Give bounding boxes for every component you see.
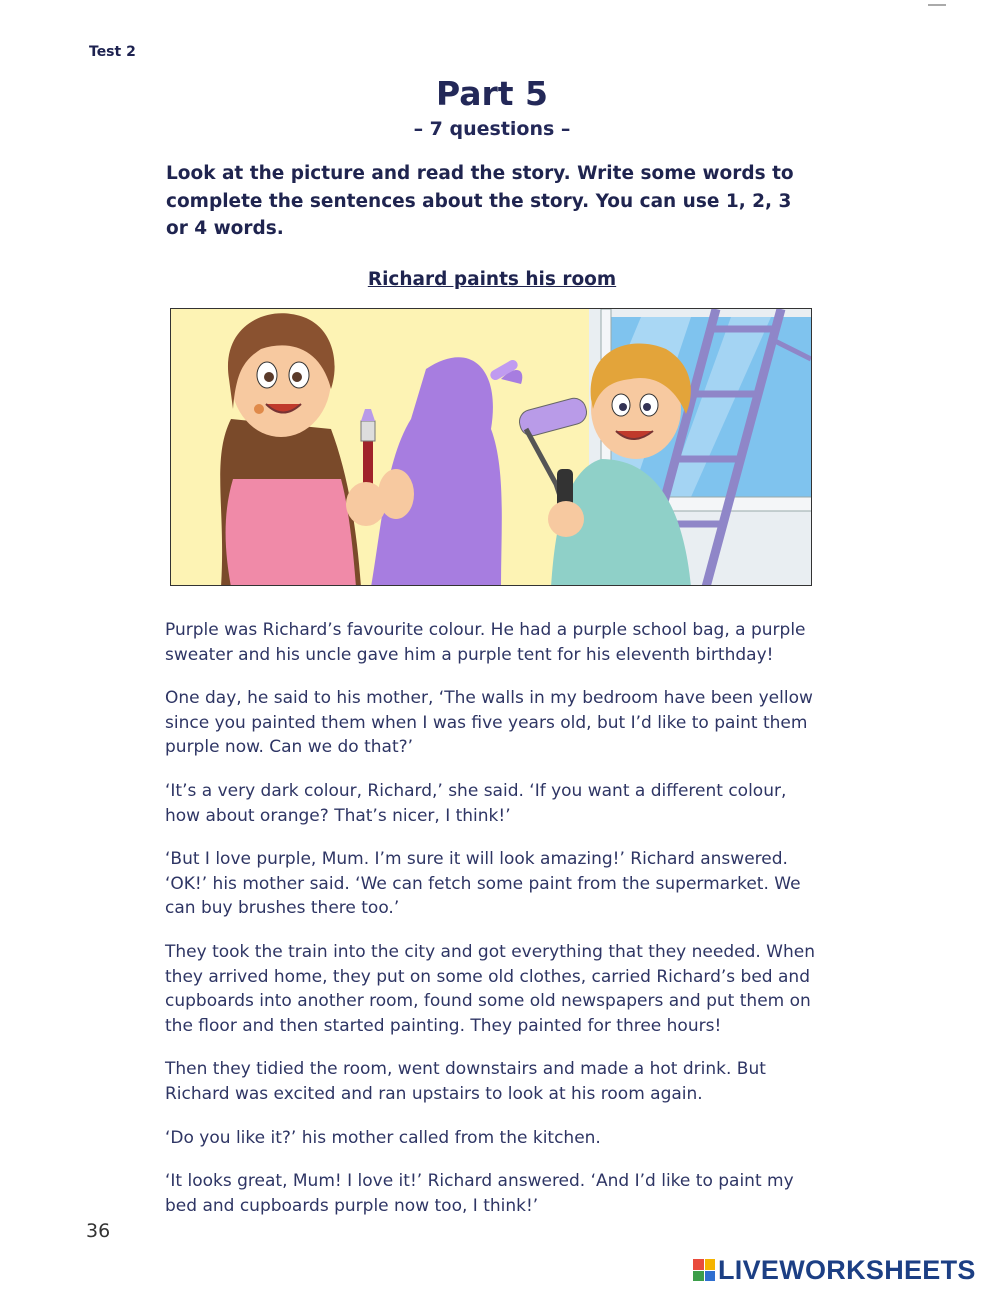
story-illustration bbox=[170, 308, 812, 586]
story-text bbox=[165, 618, 825, 1237]
logo-text: LIVEWORKSHEETS bbox=[718, 1254, 976, 1285]
story-paragraph-7: ‘Do you like it?’ his mother called from the kitchen. bbox=[165, 1127, 601, 1148]
instruction-text: Look at the picture and read the story. Write some words to complete the sentences about the story. You can use 1, 2, 3 or 4 words. bbox=[166, 163, 794, 239]
story-paragraph-8: ‘It looks great, Mum! I love it!’ Richard answered. ‘And I’d like to paint my bed and cupboards purple now too, I think!’ bbox=[165, 1171, 794, 1216]
story-paragraph-5: They took the train into the city and got everything that they needed. When they arrived home, they put on some old clothes, carried Richard’s bed and cupboards into another room, found some old newspapers and put them on the floor and then started painting. They painted for three hours! bbox=[165, 941, 816, 1036]
logo-badge-icon bbox=[693, 1259, 715, 1281]
part-subtitle: – 7 questions – bbox=[413, 118, 571, 140]
part-title: Part 5 bbox=[435, 74, 549, 113]
scan-mark bbox=[928, 4, 946, 6]
story-paragraph-3: ‘It’s a very dark colour, Richard,’ she said. ‘If you want a different colour, how about orange? That’s nicer, I think!’ bbox=[165, 780, 787, 826]
illustration-svg bbox=[171, 309, 812, 586]
story-paragraph-1: Purple was Richard’s favourite colour. He had a purple school bag, a purple sweater and his uncle gave him a purple tent for his eleventh birthday! bbox=[165, 620, 806, 665]
story-title: Richard paints his room bbox=[367, 269, 617, 290]
story-paragraph-2: One day, he said to his mother, ‘The walls in my bedroom have been yellow since you painted them when I was five years old, but I’d like to paint them purple now. Can we do that?’ bbox=[165, 688, 813, 758]
story-paragraph-4: ‘But I love purple, Mum. I’m sure it will look amazing!’ Richard answered. ‘OK!’ his mother said. ‘We can fetch some paint from the supermarket. We can buy brushes there too.’ bbox=[165, 849, 801, 919]
page-number: 36 bbox=[86, 1220, 111, 1242]
story-paragraph-6: Then they tidied the room, went downstairs and made a hot drink. But Richard was excited and ran upstairs to look at his room again. bbox=[165, 1059, 766, 1104]
test-label: Test 2 bbox=[89, 44, 136, 60]
liveworksheets-logo[interactable] bbox=[693, 1254, 976, 1286]
